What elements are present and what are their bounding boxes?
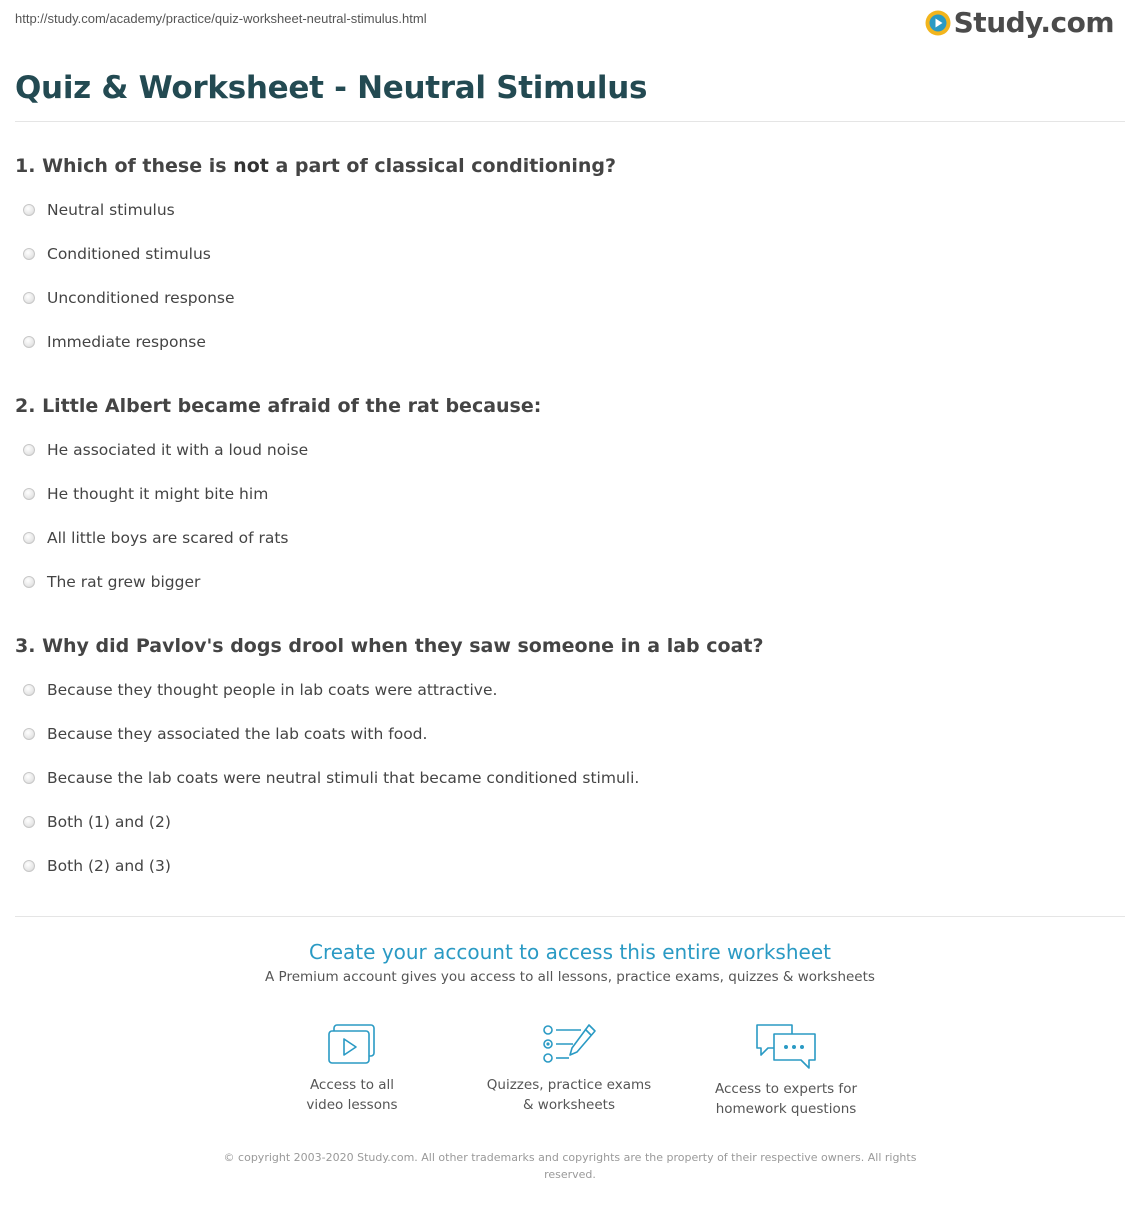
question-text: Little Albert became afraid of the rat because: bbox=[42, 395, 542, 417]
radio-button[interactable] bbox=[23, 860, 35, 872]
answer-option[interactable] bbox=[23, 723, 427, 745]
radio-button[interactable] bbox=[23, 248, 35, 260]
copyright-notice: © copyright 2003-2020 Study.com. All other trademarks and copyrights are the property of their respective owners. All rights reserved. bbox=[223, 1151, 917, 1181]
answer-label: Both (1) and (2) bbox=[47, 813, 171, 831]
radio-button[interactable] bbox=[23, 728, 35, 740]
radio-button[interactable] bbox=[23, 816, 35, 828]
create-account-link[interactable]: Create your account to access this entire worksheet bbox=[309, 940, 831, 964]
feature-quizzes bbox=[479, 1022, 659, 1115]
answer-label: Because they associated the lab coats with food. bbox=[47, 725, 428, 743]
answer-option[interactable] bbox=[23, 527, 289, 549]
answer-option[interactable] bbox=[23, 811, 171, 833]
answer-label: Both (2) and (3) bbox=[47, 857, 171, 875]
answer-option[interactable] bbox=[23, 287, 235, 309]
answer-option[interactable] bbox=[23, 679, 497, 701]
radio-button[interactable] bbox=[23, 684, 35, 696]
answer-label: The rat grew bigger bbox=[47, 573, 201, 591]
answer-label: He associated it with a loud noise bbox=[47, 441, 309, 459]
chat-bubbles-icon bbox=[754, 1022, 818, 1070]
feature-experts bbox=[696, 1022, 876, 1119]
radio-button[interactable] bbox=[23, 532, 35, 544]
study-logo-play-icon bbox=[925, 10, 951, 36]
question-text: Why did Pavlov's dogs drool when they saw someone in a lab coat? bbox=[42, 635, 764, 657]
answer-label: Because they thought people in lab coats were attractive. bbox=[47, 681, 498, 699]
radio-button[interactable] bbox=[23, 488, 35, 500]
question-text: a part of classical conditioning? bbox=[275, 155, 617, 177]
feature-video-lessons bbox=[262, 1022, 442, 1115]
answer-option[interactable] bbox=[23, 199, 175, 221]
premium-description: A Premium account gives you access to all lessons, practice exams, quizzes & worksheets bbox=[265, 969, 875, 985]
answer-option[interactable] bbox=[23, 483, 268, 505]
answer-label: Neutral stimulus bbox=[47, 201, 175, 219]
video-lessons-icon bbox=[326, 1022, 378, 1066]
radio-button[interactable] bbox=[23, 772, 35, 784]
radio-button[interactable] bbox=[23, 336, 35, 348]
question-number: 2. bbox=[15, 395, 36, 417]
question-3 bbox=[15, 635, 764, 657]
question-number: 3. bbox=[15, 635, 36, 657]
divider bbox=[15, 121, 1125, 122]
answer-option[interactable] bbox=[23, 439, 308, 461]
feature-label: & worksheets bbox=[522, 1097, 615, 1113]
answer-label: Conditioned stimulus bbox=[47, 245, 211, 263]
question-1 bbox=[15, 155, 616, 177]
answer-option[interactable] bbox=[23, 243, 211, 265]
radio-button[interactable] bbox=[23, 292, 35, 304]
page-url: http://study.com/academy/practice/quiz-worksheet-neutral-stimulus.html bbox=[15, 11, 427, 26]
radio-button[interactable] bbox=[23, 576, 35, 588]
feature-label: Access to all bbox=[309, 1077, 395, 1093]
feature-label: video lessons bbox=[306, 1097, 398, 1113]
answer-option[interactable] bbox=[23, 855, 171, 877]
feature-label: Access to experts for bbox=[714, 1081, 857, 1097]
answer-option[interactable] bbox=[23, 767, 639, 789]
study-logo[interactable] bbox=[925, 8, 1114, 38]
question-number: 1. bbox=[15, 155, 36, 177]
radio-button[interactable] bbox=[23, 204, 35, 216]
divider bbox=[15, 916, 1125, 917]
feature-label: Quizzes, practice exams bbox=[486, 1077, 652, 1093]
study-logo-text: Study.com bbox=[953, 6, 1114, 39]
radio-button[interactable] bbox=[23, 444, 35, 456]
answer-option[interactable] bbox=[23, 571, 200, 593]
answer-label: Unconditioned response bbox=[47, 289, 235, 307]
feature-label: homework questions bbox=[715, 1101, 857, 1117]
answer-option[interactable] bbox=[23, 331, 206, 353]
question-text: Which of these is bbox=[42, 155, 227, 177]
answer-label: Immediate response bbox=[47, 333, 206, 351]
question-emphasis: not bbox=[233, 155, 269, 177]
page-title: Quiz & Worksheet - Neutral Stimulus bbox=[15, 70, 648, 106]
answer-label: Because the lab coats were neutral stimuli that became conditioned stimuli. bbox=[47, 769, 640, 787]
quiz-checklist-icon bbox=[541, 1022, 597, 1066]
answer-label: All little boys are scared of rats bbox=[47, 529, 289, 547]
top-bar bbox=[0, 0, 1140, 48]
question-2 bbox=[15, 395, 541, 417]
answer-label: He thought it might bite him bbox=[47, 485, 269, 503]
